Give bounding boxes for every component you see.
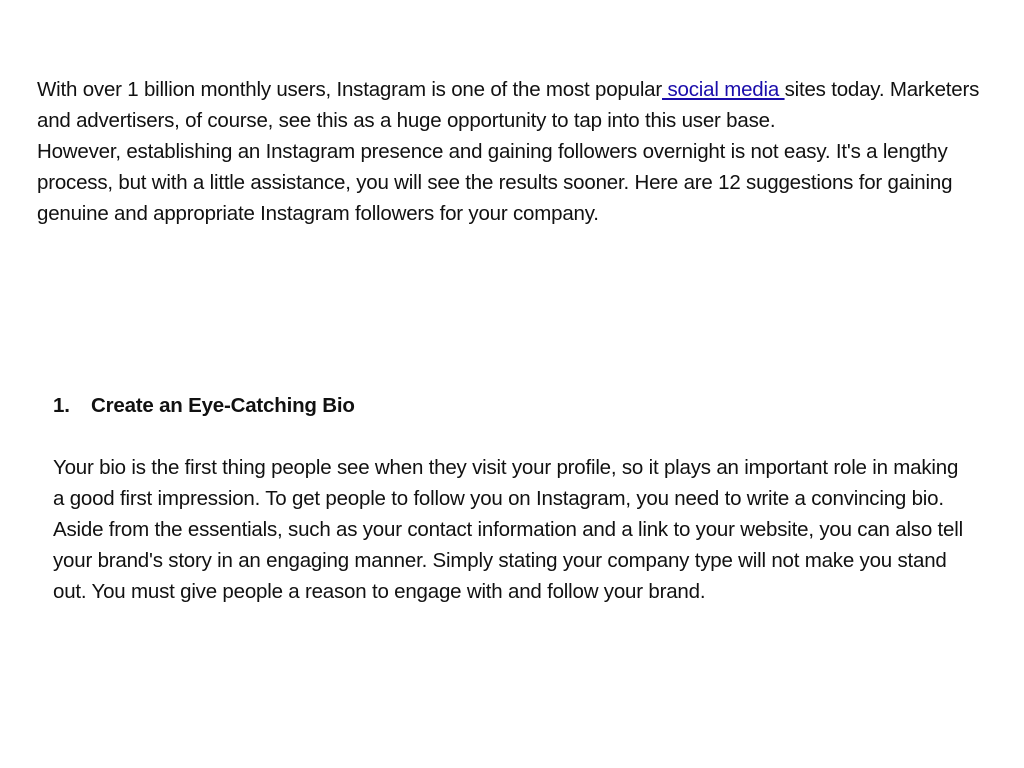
intro-text-before-link: With over 1 billion monthly users, Instagram is one of the most popular	[37, 78, 663, 101]
section-title: Create an Eye-Catching Bio	[91, 394, 355, 417]
section-create-bio	[53, 390, 973, 607]
social-media-link[interactable]: social media	[662, 78, 785, 101]
intro-section	[37, 74, 982, 229]
section-paragraph-2: Aside from the essentials, such as your contact information and a link to your website, you can also tell your brand's story in an engaging manner. Simply stating your company type will not make you stand out. You must give people a reason to engage with and follow your brand.	[53, 518, 963, 603]
section-paragraph-1: Your bio is the first thing people see when they visit your profile, so it plays an important role in making a good first impression. To get people to follow you on Instagram, you need to write a convincing bio.	[53, 456, 959, 510]
intro-paragraph-2: However, establishing an Instagram presence and gaining followers overnight is not easy. It's a lengthy process, but with a little assistance, you will see the results sooner. Here are 12 suggestions for gaining genuine and appropriate Instagram followers for your company.	[37, 140, 953, 225]
section-spacer	[53, 421, 973, 452]
section-heading	[53, 390, 973, 421]
section-number: 1.	[53, 394, 70, 417]
intro-paragraph-1	[37, 74, 982, 136]
intro-text-after-link: sites today. Marketers and advertisers, of course, see this as a huge opportunity to tap into this user base.	[37, 78, 980, 132]
